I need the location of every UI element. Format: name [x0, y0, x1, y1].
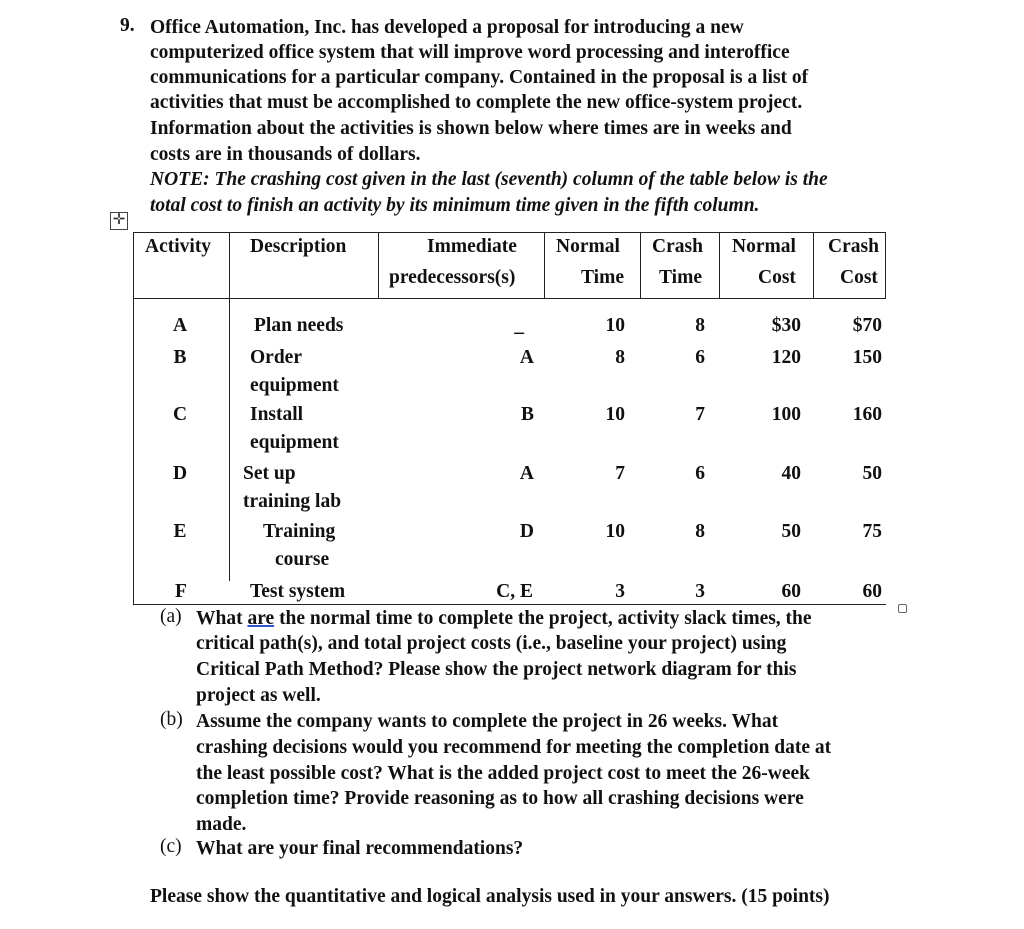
cell-description: Set up: [243, 463, 296, 484]
cell-activity: F: [175, 581, 187, 602]
cell-normal-cost: 100: [771, 404, 801, 425]
cell-description: Plan needs: [254, 315, 344, 336]
part-a-line-4: project as well.: [196, 685, 321, 706]
cell-description-2: equipment: [250, 375, 339, 396]
part-b-line-5: made.: [196, 814, 247, 835]
cell-activity: D: [172, 463, 188, 484]
move-cross-icon[interactable]: ✛: [110, 212, 128, 230]
header-immediate: Immediate: [427, 236, 517, 257]
part-c-line-1: What are your final recommendations?: [196, 838, 524, 859]
cell-normal-time: 10: [605, 315, 625, 336]
cell-normal-time: 3: [615, 581, 625, 602]
cell-activity: A: [172, 315, 188, 336]
cell-normal-cost: 120: [771, 347, 801, 368]
cell-crash-cost: 150: [852, 347, 882, 368]
cell-description-2: training lab: [243, 491, 342, 512]
part-b-label: (b): [160, 709, 183, 730]
footer-instruction: Please show the quantitative and logical analysis used in your answers. (15 points): [150, 886, 830, 907]
intro-line-5: Information about the activities is shown below where times are in weeks and: [150, 118, 792, 139]
header-crash-time-2: Time: [659, 267, 702, 288]
header-normal-cost-2: Cost: [758, 267, 796, 288]
cell-predecessor: _: [514, 315, 524, 336]
header-activity: Activity: [145, 236, 212, 257]
cell-crash-cost: 160: [852, 404, 882, 425]
intro-line-2: computerized office system that will improve word processing and interoffice: [150, 42, 790, 63]
question-number: 9.: [120, 15, 135, 36]
cell-crash-cost: 75: [862, 521, 882, 542]
cell-crash-time: 3: [695, 581, 705, 602]
part-b-line-1: Assume the company wants to complete the project in 26 weeks. What: [196, 711, 779, 732]
cell-description: Install: [250, 404, 304, 425]
cell-normal-cost: 60: [781, 581, 801, 602]
part-a-line-2: critical path(s), and total project costs (i.e., baseline your project) using: [196, 633, 787, 654]
cell-crash-cost: $70: [852, 315, 882, 336]
cell-crash-cost: 60: [862, 581, 882, 602]
cell-description-2: course: [275, 549, 330, 570]
note-line-1: NOTE: The crashing cost given in the last (seventh) column of the table below is the: [150, 169, 828, 190]
cell-activity: B: [173, 347, 187, 368]
cell-crash-time: 6: [695, 463, 705, 484]
part-b-line-3: the least possible cost? What is the added project cost to meet the 26-week: [196, 763, 810, 784]
intro-line-1: Office Automation, Inc. has developed a proposal for introducing a new: [150, 17, 744, 38]
header-normal-time-2: Time: [581, 267, 624, 288]
header-crash-cost-2: Cost: [840, 267, 878, 288]
intro-line-3: communications for a particular company. Contained in the proposal is a list of: [150, 67, 809, 88]
header-predecessors: predecessors(s): [389, 267, 516, 288]
cell-crash-time: 8: [695, 521, 705, 542]
cell-crash-time: 6: [695, 347, 705, 368]
part-b-line-4: completion time? Provide reasoning as to how all crashing decisions were: [196, 788, 804, 809]
cell-normal-time: 8: [615, 347, 625, 368]
cell-description-2: equipment: [250, 432, 339, 453]
intro-line-4: activities that must be accomplished to complete the new office-system project.: [150, 92, 803, 113]
cell-predecessor: D: [519, 521, 534, 542]
cell-crash-time: 7: [695, 404, 705, 425]
cell-predecessor: B: [520, 404, 534, 425]
cell-predecessor: A: [519, 463, 534, 484]
cell-predecessor: C, E: [496, 581, 533, 602]
header-normal-time-1: Normal: [556, 236, 620, 257]
header-crash-cost-1: Crash: [828, 236, 879, 257]
cell-normal-time: 7: [615, 463, 625, 484]
part-b-line-2: crashing decisions would you recommend for meeting the completion date at: [196, 737, 832, 758]
cell-normal-time: 10: [605, 521, 625, 542]
cell-normal-cost: 50: [781, 521, 801, 542]
cell-activity: C: [172, 404, 188, 425]
part-a-line-1: What are the normal time to complete the project, activity slack times, the: [196, 608, 812, 629]
cell-description: Test system: [250, 581, 346, 602]
header-normal-cost-1: Normal: [732, 236, 796, 257]
cell-normal-time: 10: [605, 404, 625, 425]
intro-line-6: costs are in thousands of dollars.: [150, 144, 421, 165]
part-a-line-3: Critical Path Method? Please show the project network diagram for this: [196, 659, 797, 680]
part-a-label: (a): [160, 606, 182, 627]
cell-description: Training: [263, 521, 336, 542]
cell-description: Order: [250, 347, 302, 368]
header-crash-time-1: Crash: [652, 236, 703, 257]
resize-square-icon[interactable]: [898, 604, 907, 613]
part-c-label: (c): [160, 836, 182, 857]
header-description: Description: [250, 236, 347, 257]
cell-crash-time: 8: [695, 315, 705, 336]
note-line-2: total cost to finish an activity by its minimum time given in the fifth column.: [150, 195, 760, 216]
cell-normal-cost: 40: [781, 463, 801, 484]
cell-normal-cost: $30: [771, 315, 801, 336]
cell-crash-cost: 50: [862, 463, 882, 484]
cell-predecessor: A: [519, 347, 534, 368]
cell-activity: E: [173, 521, 187, 542]
